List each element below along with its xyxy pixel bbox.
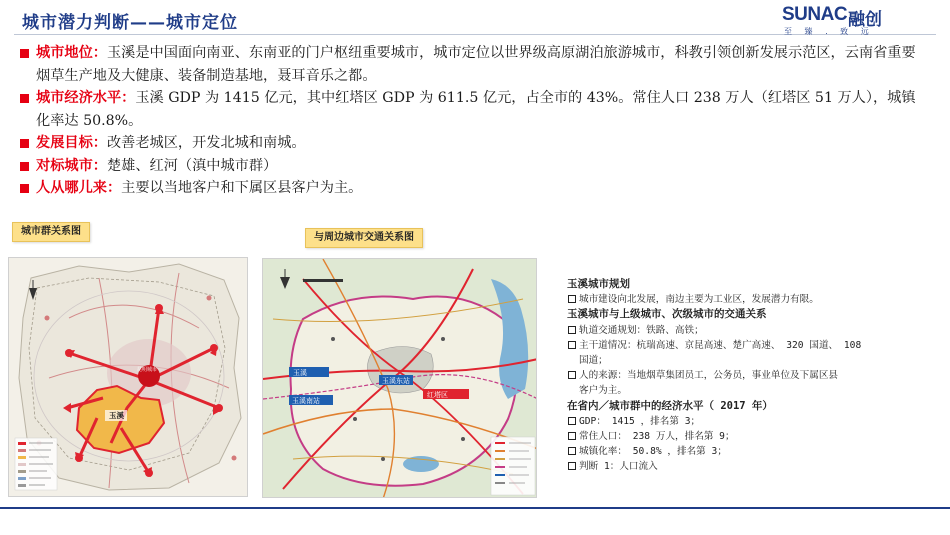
transport-relationship-map [262, 258, 537, 498]
bullet-marker-icon [20, 162, 29, 171]
info-heading-economy: 在省内／城市群中的经济水平（ 2017 年） [567, 399, 773, 412]
info-item [567, 459, 907, 474]
map2-label-east-station: 玉溪东站 [382, 377, 410, 385]
checkbox-icon [568, 295, 576, 303]
info-item [567, 323, 907, 338]
bullet-marker-icon [20, 49, 29, 58]
summary-bullets [18, 42, 928, 200]
info-item-text: 主干道情况：杭瑞高速、京昆高速、楚广高速、 320 国道、 108 [579, 339, 862, 351]
bullet-label: 对标城市： [36, 157, 107, 174]
bullet-text: 主要以当地客户和下属区县客户为主。 [121, 180, 363, 196]
logo-slogan: 至 臻 . 致 远 [784, 27, 874, 36]
info-item-text: 城镇化率： 50.8% ，排名第 3； [579, 446, 727, 458]
map2-label-yuxi: 玉溪 [293, 369, 307, 377]
map2-label-south-station: 玉溪南站 [292, 397, 320, 405]
bullet-text: 改善老城区，开发北城和南城。 [106, 135, 306, 151]
bullet-label: 城市地位： [36, 45, 107, 61]
map1-hub-label: 昆明城市 [137, 367, 158, 373]
info-item [567, 368, 907, 383]
page-title: 城市潜力判断——城市定位 [22, 13, 238, 33]
bullet-text: 楚雄、红河（滇中城市群） [106, 157, 278, 174]
bullet-label: 人从哪儿来： [36, 180, 122, 196]
city-info-panel [567, 277, 907, 475]
map1-city-label: 玉溪 [109, 411, 124, 420]
info-item [567, 292, 907, 307]
info-item [567, 414, 907, 429]
bullet-economy [18, 87, 928, 132]
checkbox-icon [568, 432, 576, 440]
info-item [567, 338, 907, 353]
info-item-text: 城市建设向北发展，南边主要为工业区，发展潜力有限。 [579, 294, 819, 306]
info-item-text: 人的来源：当地烟草集团员工，公务员，事业单位及下属区县 [579, 370, 839, 382]
cluster-map-graphic [9, 258, 248, 497]
checkbox-icon [568, 447, 576, 455]
cluster-relationship-map [8, 257, 248, 497]
bullet-benchmark [18, 155, 928, 178]
bullet-marker-icon [20, 184, 29, 193]
checkbox-icon [568, 326, 576, 334]
info-item-text: 轨道交通规划：铁路、高铁； [579, 324, 704, 336]
info-item-text: GDP： 1415 ，排名第 3； [579, 415, 701, 427]
bullet-text: 玉溪是中国面向南亚、东南亚的门户枢纽重要城市，城市定位以世界级高原湖泊旅游城市，科教引领创新发展示范区，云南省重要烟草生产地及大健康、装备制造基地，聂耳音乐之都。 [36, 45, 916, 84]
bullet-marker-icon [20, 139, 29, 148]
bullet-label: 发展目标： [36, 135, 107, 151]
info-item [567, 444, 907, 459]
footer-divider [0, 507, 950, 509]
transport-map-tag: 与周边城市交通关系图 [305, 228, 423, 248]
checkbox-icon [568, 371, 576, 379]
checkbox-icon [568, 417, 576, 425]
info-item-text: 常住人口： 238 万人，排名第 9； [579, 431, 735, 443]
info-heading-planning: 玉溪城市规划 [567, 278, 630, 290]
info-item-text: 判断 1：人口流入 [579, 461, 658, 473]
info-item [567, 429, 907, 444]
logo-chinese: 融创 [848, 10, 882, 30]
logo-wordmark: SUNAC [782, 4, 848, 25]
map2-label-hongta: 红塔区 [427, 391, 448, 399]
info-item-continuation: 客户为主。 [579, 385, 627, 397]
bullet-customer-source [18, 177, 928, 200]
bullet-label: 城市经济水平： [36, 90, 136, 106]
checkbox-icon [568, 341, 576, 349]
bullet-city-status [18, 42, 928, 87]
cluster-map-tag: 城市群关系图 [12, 222, 90, 242]
bullet-goal [18, 132, 928, 155]
info-heading-transport: 玉溪城市与上级城市、次级城市的交通关系 [567, 308, 767, 321]
transport-map-graphic [263, 259, 537, 498]
checkbox-icon [568, 462, 576, 470]
bullet-marker-icon [20, 94, 29, 103]
sunac-logo [782, 4, 882, 36]
bullet-text: 玉溪 GDP 为 1415 亿元，其中红塔区 GDP 为 611.5 亿元，占全市的 43%。常住人口 238 万人（红塔区 51 万人），城镇化率达 50.8%。 [36, 90, 916, 129]
info-item-continuation: 国道； [579, 355, 608, 367]
